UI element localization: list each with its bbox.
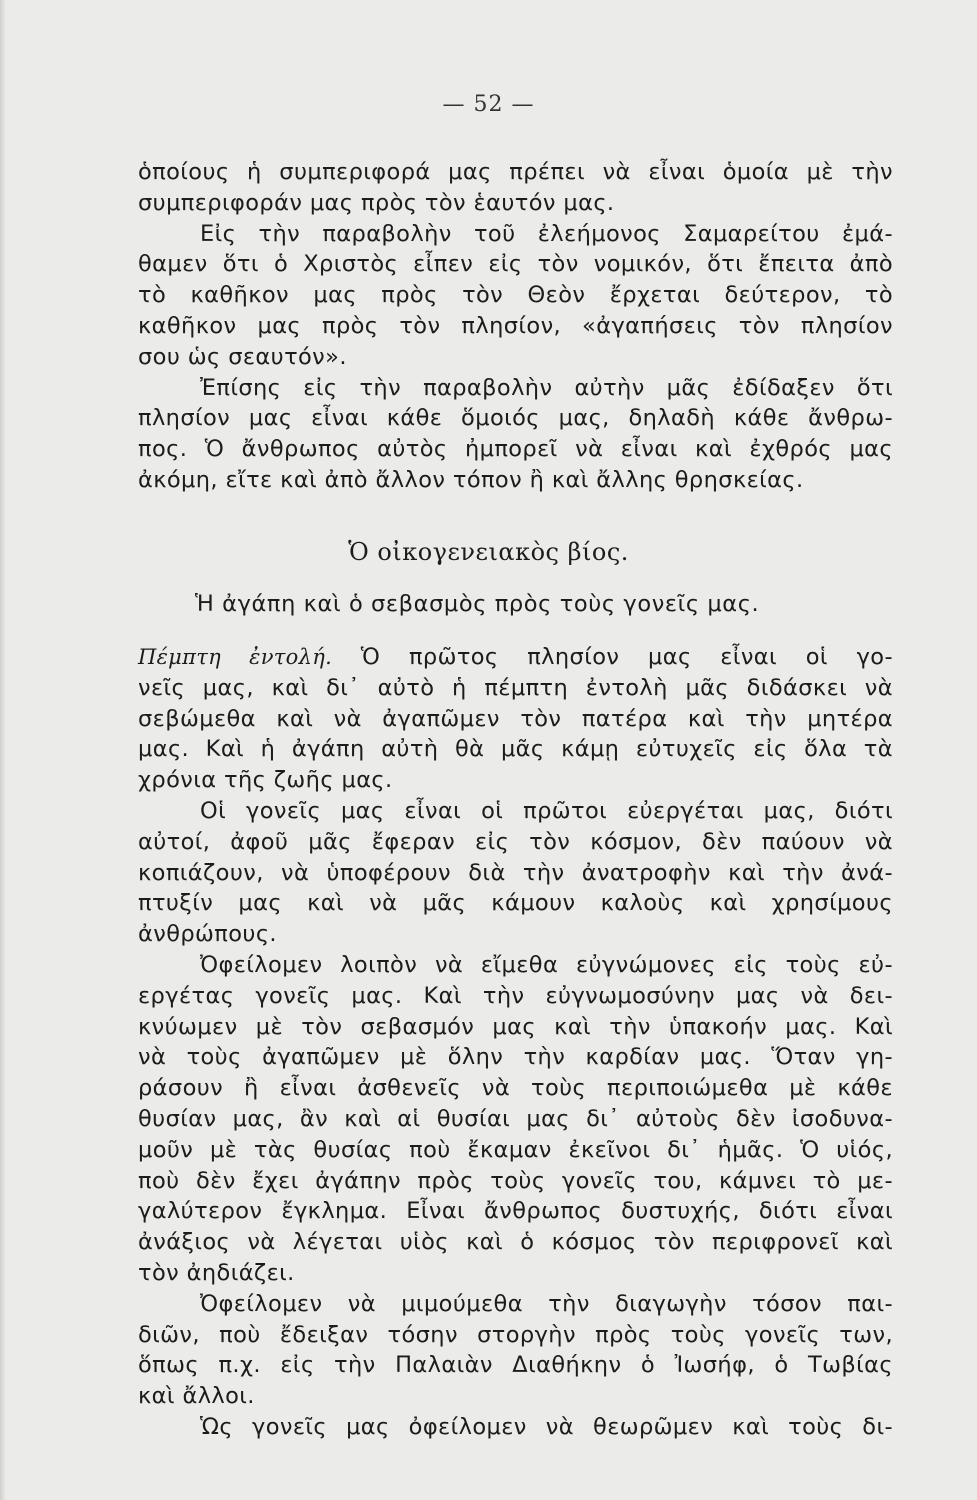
text-line: νεῖς μας, καὶ δι᾽ αὐτὸ ἡ πέμπτη ἐντολὴ μᾶς διδάσκει νὰ bbox=[138, 674, 893, 701]
text-line: μας. Καὶ ἡ ἀγάπη αὐτὴ θὰ μᾶς κάμῃ εὐτυχεῖς εἰς ὅλα τὰ bbox=[138, 736, 893, 763]
text-line: Εἰς τὴν παραβολὴν τοῦ ἐλεήμονος Σαμαρείτου ἐμά- bbox=[200, 220, 893, 247]
text-line: πος. Ὁ ἄνθρωπος αὐτὸς ἠμπορεῖ νὰ εἶναι καὶ ἐχθρός μας bbox=[138, 436, 893, 463]
text-line: θαμεν ὅτι ὁ Χριστὸς εἶπεν εἰς τὸν νομικόν, ὅτι ἔπειτα ἀπὸ bbox=[138, 251, 893, 278]
text-line: Ἐπίσης εἰς τὴν παραβολὴν αὐτὴν μᾶς ἐδίδαξεν ὅτι bbox=[200, 374, 893, 401]
text-line: καὶ ἄλλοι. bbox=[138, 1383, 255, 1410]
text-line-with-label bbox=[138, 642, 893, 673]
text-line: ἀνάξιος νὰ λέγεται υἱὸς καὶ ὁ κόσμος τὸν περιφρονεῖ καὶ bbox=[138, 1229, 893, 1256]
text-line: τὸ καθῆκον μας πρὸς τὸν Θεὸν ἔρχεται δεύτερον, τὸ bbox=[138, 282, 893, 309]
paragraph-block-1 bbox=[138, 157, 893, 496]
text-line: πλησίον μας εἶναι κάθε ὅμοιός μας, δηλαδὴ κάθε ἄνθρω- bbox=[138, 405, 893, 432]
text-line-rest: Ὁ πρῶτος πλησίον μας εἶναι οἱ γο- bbox=[332, 644, 893, 670]
text-line: μοῦν μὲ τὰς θυσίας ποὺ ἔκαμαν ἐκεῖνοι δι᾽ ἡμᾶς. Ὁ υἱός, bbox=[138, 1136, 893, 1163]
text-line: αὐτοί, ἀφοῦ μᾶς ἔφεραν εἰς τὸν κόσμον, δὲν παύουν νὰ bbox=[138, 828, 893, 855]
section-heading: Ὁ οἰκογενειακὸς βίος. bbox=[348, 538, 629, 566]
text-line: εργέτας γονεῖς μας. Καὶ τὴν εὐγνωμοσύνην μας νὰ δει- bbox=[138, 982, 893, 1009]
text-line: ποὺ δὲν ἔχει ἀγάπην πρὸς τοὺς γονεῖς του, κάμνει τὸ με- bbox=[138, 1167, 893, 1194]
text-line: χρόνια τῆς ζωῆς μας. bbox=[138, 767, 393, 794]
text-line: ἀκόμη, εἴτε καὶ ἀπὸ ἄλλον τόπον ἢ καὶ ἄλλης θρησκείας. bbox=[138, 466, 804, 493]
text-line: σου ὡς σεαυτόν». bbox=[138, 343, 347, 370]
text-line: γαλύτερον ἔγκλημα. Εἶναι ἄνθρωπος δυστυχής, διότι εἶναι bbox=[138, 1198, 893, 1225]
text-line: ὅπως π.χ. εἰς τὴν Παλαιὰν Διαθήκην ὁ Ἰωσήφ, ὁ Τωβίας bbox=[138, 1352, 893, 1379]
text-line: ἀνθρώπους. bbox=[138, 921, 277, 948]
text-line: σεβώμεθα καὶ νὰ ἀγαπῶμεν τὸν πατέρα καὶ τὴν μητέρα bbox=[138, 705, 893, 732]
page-edge-shadow bbox=[0, 0, 6, 1500]
text-line: Οἱ γονεῖς μας εἶναι οἱ πρῶτοι εὐεργέται μας, διότι bbox=[200, 797, 893, 824]
text-line: πτυξίν μας καὶ νὰ μᾶς κάμουν καλοὺς καὶ χρησίμους bbox=[138, 890, 893, 917]
text-line: Ὀφείλομεν λοιπὸν νὰ εἴμεθα εὐγνώμονες εἰς τοὺς εὐ- bbox=[200, 951, 893, 978]
text-line: διῶν, ποὺ ἔδειξαν τόσην στοργὴν πρὸς τοὺς γονεῖς των, bbox=[138, 1321, 893, 1348]
commandment-label: Πέμπτη ἐντολή. bbox=[138, 645, 333, 669]
text-line: ράσουν ἢ εἶναι ἀσθενεῖς νὰ τοὺς περιποιώμεθα μὲ κάθε bbox=[138, 1075, 893, 1102]
page-number: — 52 — bbox=[442, 92, 535, 117]
text-line: Ὀφείλομεν νὰ μιμούμεθα τὴν διαγωγὴν τόσον παι- bbox=[200, 1290, 893, 1317]
text-line: συμπεριφοράν μας πρὸς τὸν ἑαυτόν μας. bbox=[138, 189, 615, 216]
paragraph-block-2 bbox=[138, 642, 893, 1443]
text-line: κνύωμεν μὲ τὸν σεβασμόν μας καὶ τὴν ὑπακοήν μας. Καὶ bbox=[138, 1013, 893, 1040]
text-line: νὰ τοὺς ἀγαπῶμεν μὲ ὅλην τὴν καρδίαν μας. Ὅταν γη- bbox=[138, 1044, 893, 1071]
text-line: θυσίαν μας, ἂν καὶ αἱ θυσίαι μας δι᾽ αὐτοὺς δὲν ἰσοδυνα- bbox=[138, 1105, 893, 1132]
section-subheading: Ἡ ἀγάπη καὶ ὁ σεβασμὸς πρὸς τοὺς γονεῖς μας. bbox=[195, 591, 760, 617]
text-line: τὸν ἀηδιάζει. bbox=[138, 1259, 295, 1286]
text-line: κοπιάζουν, νὰ ὑποφέρουν διὰ τὴν ἀνατροφὴν καὶ τὴν ἀνά- bbox=[138, 859, 893, 886]
text-line: ὁποίους ἡ συμπεριφορά μας πρέπει νὰ εἶναι ὁμοία μὲ τὴν bbox=[138, 159, 893, 185]
text-line: καθῆκον μας πρὸς τὸν πλησίον, «ἀγαπήσεις τὸν πλησίον bbox=[138, 312, 893, 339]
text-line: Ὡς γονεῖς μας ὀφείλομεν νὰ θεωρῶμεν καὶ τοὺς δι- bbox=[200, 1413, 893, 1440]
